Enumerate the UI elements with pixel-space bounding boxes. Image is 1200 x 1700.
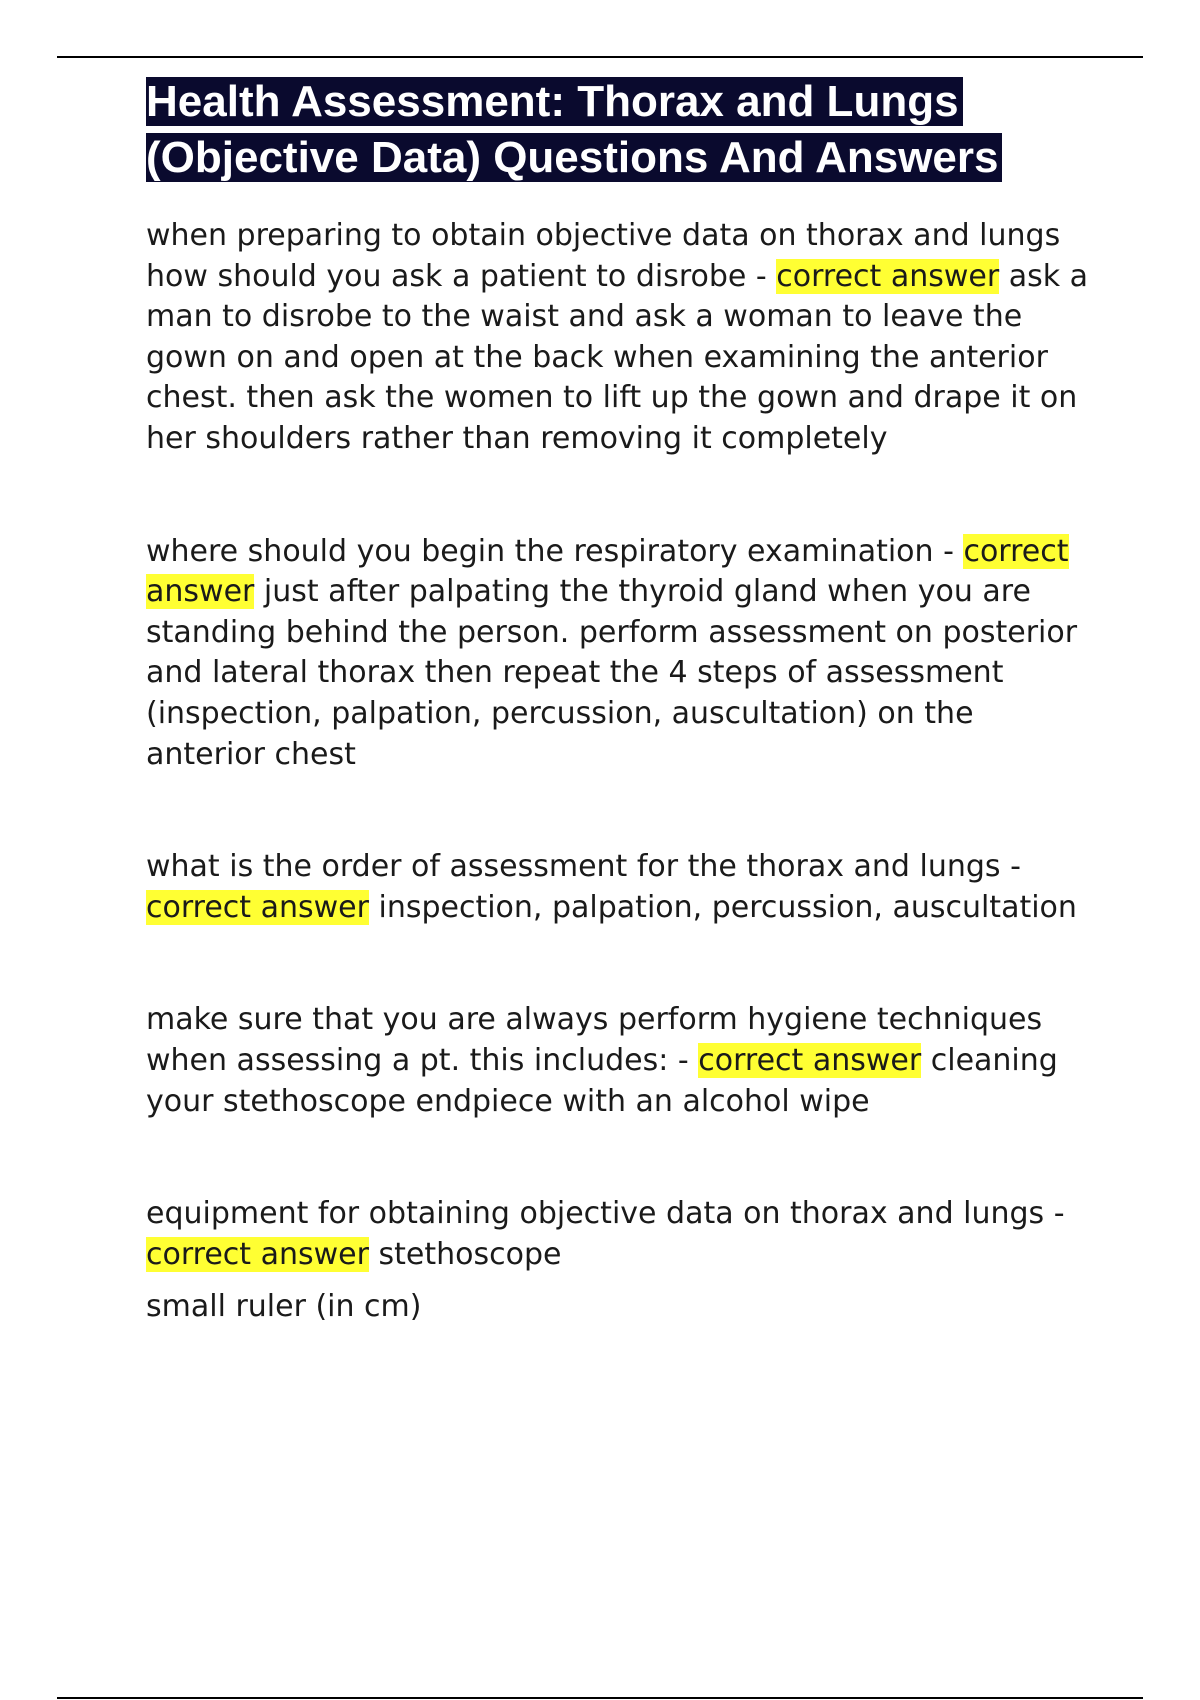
- separator: -: [668, 1042, 699, 1078]
- separator: -: [933, 533, 964, 569]
- question-text: where should you begin the respiratory examination: [146, 533, 934, 569]
- answer-label: correct answer: [698, 1042, 922, 1078]
- separator: -: [746, 258, 777, 294]
- bottom-rule: [57, 1697, 1143, 1699]
- answer-label: correct answer: [146, 1236, 369, 1272]
- question-text: equipment for obtaining objective data on thorax and lungs: [146, 1196, 1045, 1232]
- qa-item: [146, 1194, 1096, 1275]
- qa-item: [146, 216, 1096, 460]
- qa-list: [146, 216, 1096, 1327]
- title-block: [146, 74, 1096, 186]
- answer-text: stethoscope: [378, 1236, 562, 1272]
- question-text: what is the order of assessment for the thorax and lungs: [146, 849, 1001, 885]
- answer-text: ask a man to disrobe to the waist and ask a woman to leave the gown on and open at the back when examining the anterior chest. then ask the women to lift up the gown and drape it on her shoulders rather than removing it completely: [146, 258, 1089, 456]
- answer-text: cleaning your stethoscope endpiece with an alcohol wipe: [146, 1042, 1058, 1119]
- answer-label: correct answer: [146, 889, 369, 925]
- answer-text: just after palpating the thyroid gland when you are standing behind the person. perform assessment on posterior and lateral thorax then repeat the 4 steps of assessment (inspection, palpation, percussion, auscultation) on the anterior chest: [146, 574, 1078, 772]
- separator: -: [1044, 1196, 1065, 1232]
- answer-label: correct answer: [776, 258, 1000, 294]
- document-title: Health Assessment: Thorax and Lungs (Objective Data) Questions And Answers: [146, 77, 1002, 182]
- question-text: when preparing to obtain objective data on thorax and lungs how should you ask a patient to disrobe: [146, 218, 1061, 294]
- document-body: [146, 74, 1096, 1327]
- answer-text: inspection, palpation, percussion, auscultation: [378, 889, 1077, 925]
- qa-item: [146, 532, 1096, 776]
- question-text: make sure that you are always perform hygiene techniques when assessing a pt. this includes:: [146, 1002, 1043, 1078]
- answer-label: correct answer: [146, 533, 1069, 610]
- top-rule: [57, 56, 1143, 58]
- extra-line: small ruler (in cm): [146, 1289, 422, 1325]
- qa-item: [146, 1000, 1096, 1122]
- separator: -: [1000, 849, 1021, 885]
- qa-item: [146, 847, 1096, 928]
